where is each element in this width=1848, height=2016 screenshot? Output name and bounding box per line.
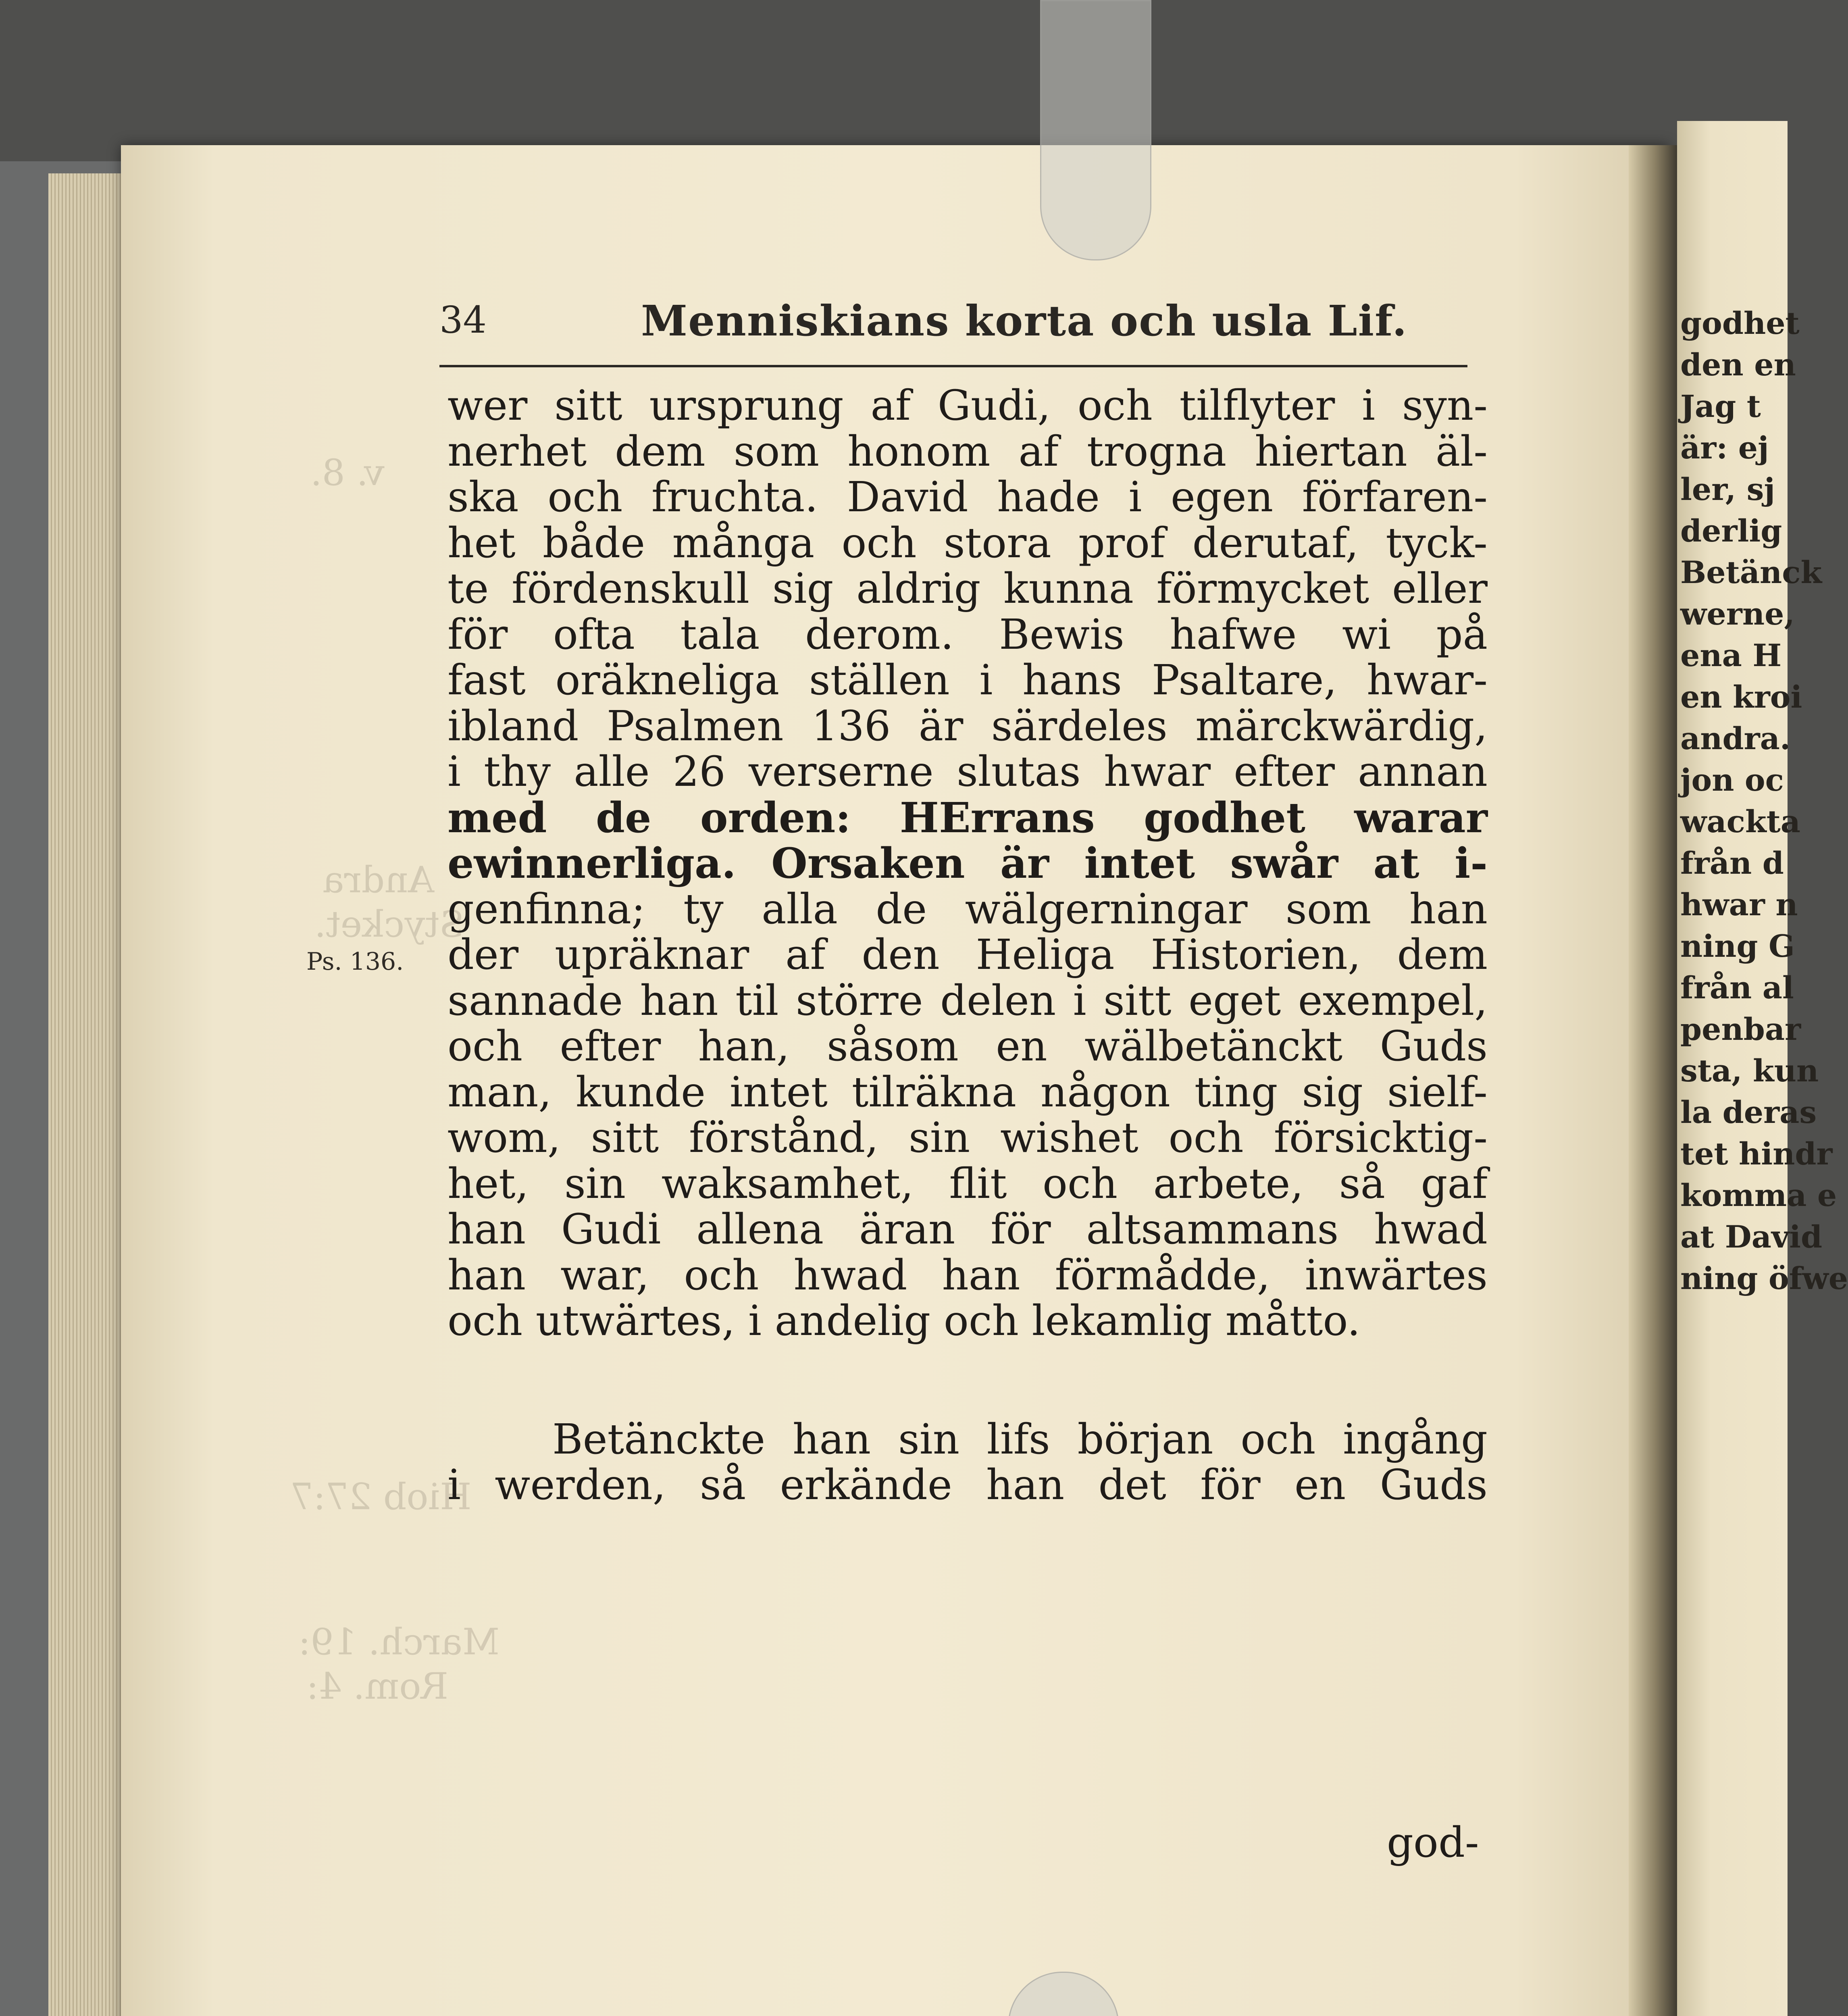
text-line: i werden, så erkände han det för en Guds	[447, 1461, 1488, 1509]
next-page-line: från d	[1680, 845, 1784, 881]
page-clip-top	[1040, 0, 1151, 260]
next-page-line: wackta	[1680, 804, 1800, 839]
show-through-note: Stycket.	[314, 903, 464, 946]
text-line: han war, och hwad han förmådde, inwärtes	[447, 1251, 1488, 1300]
next-page-line: ler, sj	[1680, 471, 1775, 507]
text-line: han Gudi allena äran för altsammans hwad	[447, 1205, 1488, 1254]
next-page-line: ning öfwe	[1680, 1260, 1848, 1296]
text-line: i thy alle 26 verserne slutas hwar efter annan	[447, 748, 1488, 796]
marginal-note: Ps. 136.	[306, 948, 404, 976]
next-page-line: penbar	[1680, 1011, 1801, 1047]
show-through-note: March. 19:	[298, 1621, 500, 1663]
next-page-line: jon oc	[1680, 762, 1784, 798]
next-page-line: Jag t	[1680, 388, 1761, 424]
text-line: och utwärtes, i andelig och lekamlig måtto.	[447, 1297, 1361, 1345]
next-page-line: derlig	[1680, 513, 1782, 549]
text-line: nerhet dem som honom af trogna hiertan äl-	[447, 427, 1488, 476]
next-page-line: godhet	[1680, 305, 1800, 341]
next-page-text	[1680, 302, 1848, 1299]
text-line: ska och fruchta. David hade i egen förfaren-	[447, 473, 1488, 521]
text-line: med de orden: HErrans godhet warar	[447, 793, 1488, 842]
page-number: 34	[439, 298, 487, 342]
next-page-line: sta, kun	[1680, 1053, 1819, 1089]
text-line: het, sin waksamhet, flit och arbete, så gaf	[447, 1159, 1488, 1208]
text-line: het både många och stora prof derutaf, tyck-	[447, 519, 1488, 567]
next-page-line: en kroi	[1680, 679, 1802, 715]
head-rule	[439, 365, 1467, 367]
show-through-note: v. 8.	[310, 452, 385, 494]
book-page-right-partial	[1677, 121, 1848, 2016]
next-page-line: är: ej	[1680, 430, 1769, 466]
next-page-line: komma e	[1680, 1177, 1837, 1213]
next-page-line: ena H	[1680, 637, 1782, 673]
show-through-note: Rom. 4:	[306, 1665, 449, 1708]
next-page-line: ning G	[1680, 928, 1795, 964]
text-line: sannade han til större delen i sitt eget exempel,	[447, 976, 1488, 1025]
text-line: ibland Psalmen 136 är särdeles märckwärdig,	[447, 702, 1488, 750]
text-line: Betänckte han sin lifs början och ingång	[552, 1415, 1488, 1464]
paragraph-2	[447, 1417, 1488, 1508]
text-line: genfinna; ty alla de wälgerningar som han	[447, 885, 1488, 933]
next-page-line: den en	[1680, 347, 1796, 383]
next-page-line: werne,	[1680, 596, 1795, 632]
next-page-line: andra.	[1680, 721, 1791, 756]
running-title: Menniskians korta och usla Lif.	[641, 296, 1408, 346]
show-through-note: Hiob 27:7	[290, 1476, 472, 1518]
text-line: wom, sitt förstånd, sin wishet och försicktig-	[447, 1114, 1488, 1162]
paragraph-1	[447, 383, 1488, 1344]
next-page-line: från al	[1680, 970, 1794, 1006]
show-through-note: Andra	[323, 859, 435, 901]
text-line: man, kunde intet tilräkna någon ting sig sielf-	[447, 1068, 1488, 1116]
next-page-line: at David	[1680, 1219, 1823, 1255]
body-text	[447, 383, 1488, 1508]
text-line: och efter han, såsom en wälbetänckt Guds	[447, 1022, 1488, 1070]
text-line: wer sitt ursprung af Gudi, och tilflyter i syn-	[447, 381, 1488, 430]
catchword: god-	[1387, 1818, 1479, 1867]
book-gutter	[1629, 145, 1677, 2016]
next-page-line: hwar n	[1680, 887, 1798, 923]
next-page-line: tet hindr	[1680, 1136, 1833, 1172]
text-line: ewinnerliga. Orsaken är intet swår at i-	[447, 839, 1488, 888]
text-line: der upräknar af den Heliga Historien, dem	[447, 931, 1488, 979]
text-line: fast oräkneliga ställen i hans Psaltare, hwar-	[447, 656, 1488, 704]
text-line: för ofta tala derom. Bewis hafwe wi på	[447, 610, 1488, 659]
text-line: te fördenskull sig aldrig kunna förmycket eller	[447, 564, 1488, 613]
next-page-line: la deras	[1680, 1094, 1817, 1130]
next-page-line: Betänck	[1680, 554, 1822, 590]
running-head	[439, 298, 1488, 351]
